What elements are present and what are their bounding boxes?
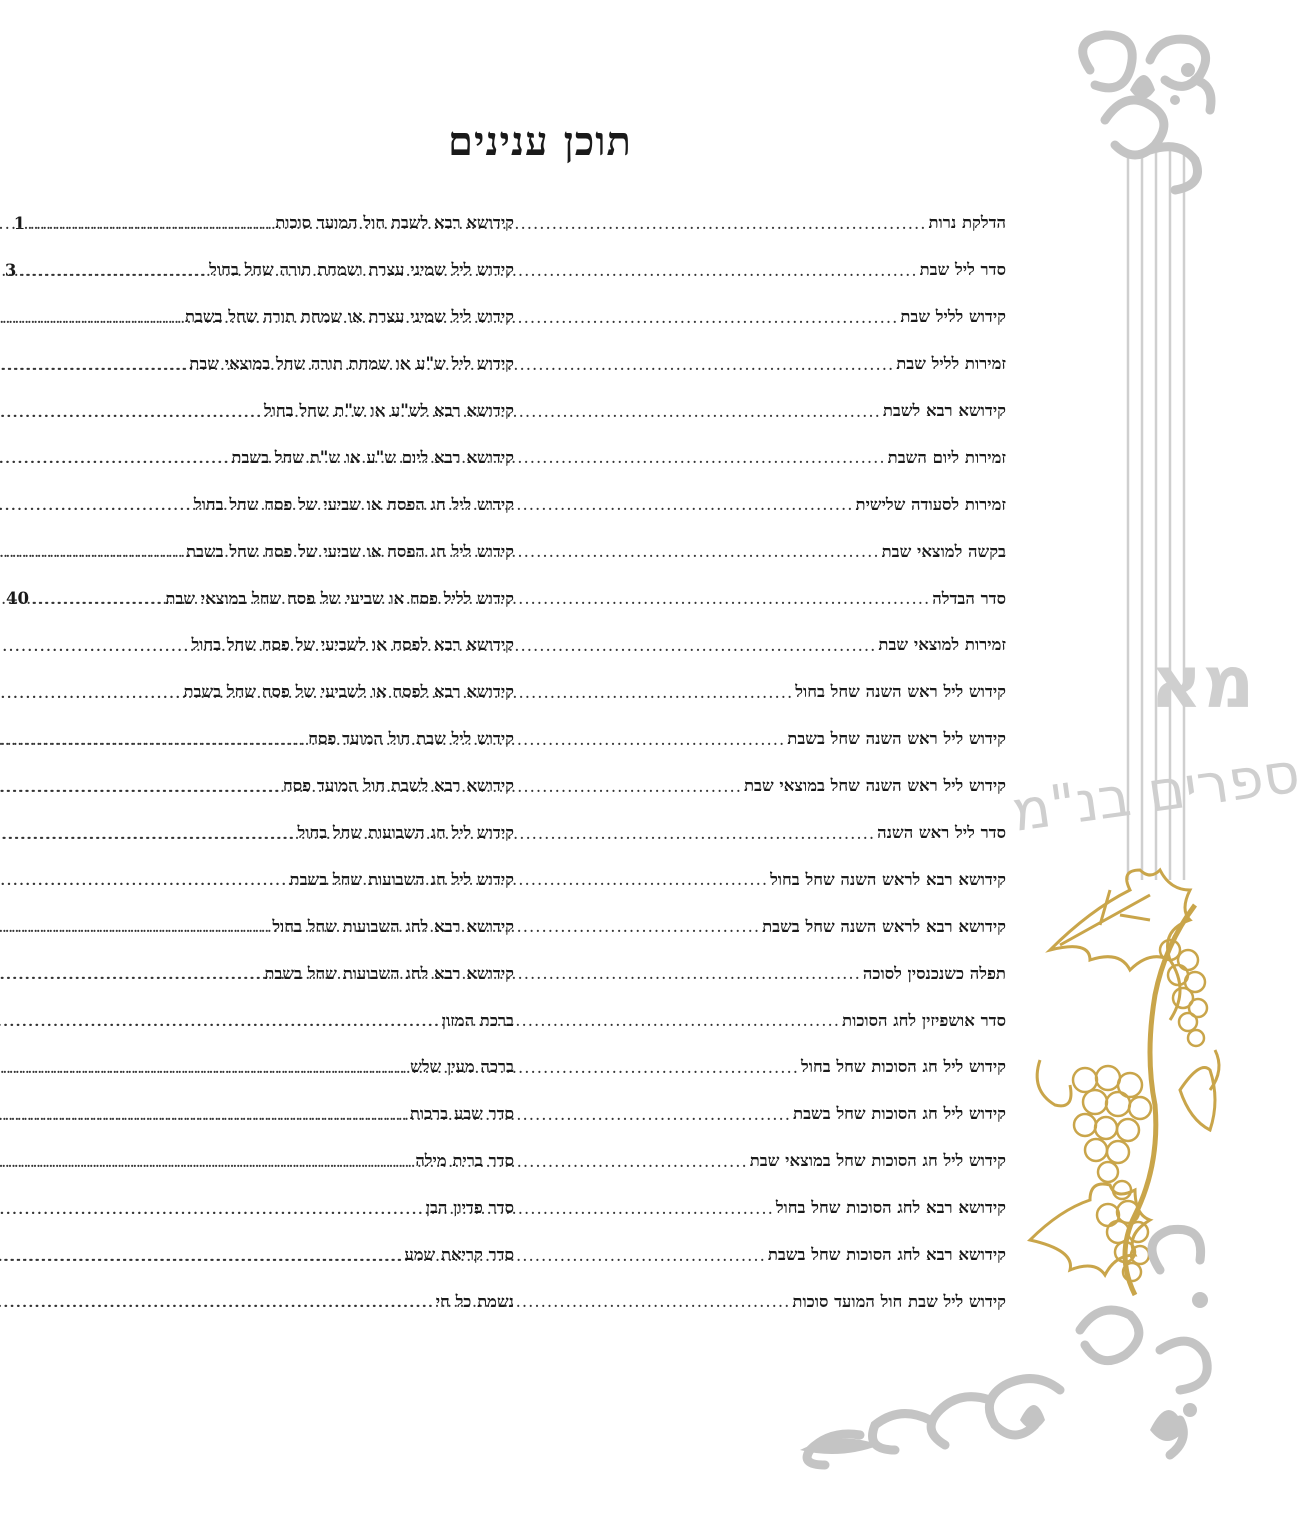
toc-entry-label: קידושא רבא לחג הסוכות שחל בשבת (767, 1245, 1006, 1265)
toc-entry-label: קידוש ליל חג הסוכות שחל בשבת (793, 1104, 1006, 1124)
toc-entry (540, 669, 1006, 716)
toc-entry (48, 1232, 514, 1279)
toc-entry-label: קידושא רבא לחג השבועות שחל בחול (272, 916, 514, 936)
toc-entry (540, 716, 1006, 763)
toc-entry-label: סדר אושפיזין לחג הסוכות (842, 1010, 1006, 1030)
toc-entry (540, 1185, 1006, 1232)
toc-entry (48, 716, 514, 763)
toc-entry-label: זמירות לסעודה שלישית (855, 494, 1006, 514)
toc-entry (540, 622, 1006, 669)
toc-entry (540, 481, 1006, 528)
toc-entry-page: 40 (6, 589, 29, 609)
toc-entry-label: קידוש ליל חג השבועות שחל בשבת (289, 869, 514, 889)
toc-entry-leader (0, 1152, 415, 1171)
toc-entry-leader (0, 730, 308, 749)
toc-entry-leader (0, 824, 298, 843)
toc-entry (48, 810, 514, 857)
toc-entry-leader (0, 1199, 426, 1218)
toc-entry (48, 669, 514, 716)
toc-entry-leader (0, 1058, 410, 1077)
toc-entry (48, 856, 514, 903)
toc-entry-label: קידושא רבא ליום ש"ע או ש"ת שחל בשבת (231, 447, 514, 467)
toc-entry (48, 1091, 514, 1138)
toc-entry-label: קידושא רבא לראש השנה שחל בשבת (762, 916, 1006, 936)
toc-entry (540, 434, 1006, 481)
toc-entry-leader (0, 683, 183, 702)
toc-entry-label: קידוש לליל פסח או שביעי של פסח שחל במוצאי שבת (165, 588, 514, 608)
toc-entry (48, 763, 514, 810)
toc-entry (540, 1232, 1006, 1279)
toc-entry-label: קידושא רבא לפסח או לשביעי של פסח שחל בחול (191, 635, 514, 655)
toc-entry (48, 481, 514, 528)
toc-entry-label: קידוש ליל ראש השנה שחל בשבת (787, 729, 1006, 749)
toc-entry-label: קידושא רבא לשבת חול המועד פסח (283, 776, 514, 796)
toc-entry-leader (0, 495, 194, 514)
toc-entry-page: 1 (13, 213, 26, 233)
toc-entry-label: נשמת כל חי (435, 1291, 514, 1311)
toc-entry (48, 1278, 514, 1325)
toc-entry-label: קידושא רבא לראש השנה שחל בחול (770, 869, 1006, 889)
toc-entry (540, 528, 1006, 575)
toc-entry-label: קידושא רבא לשבת (882, 401, 1006, 420)
page-title: תוכן ענינים (448, 118, 632, 165)
toc-entry-label: קידוש לליל שבת (900, 307, 1006, 327)
toc-entry (540, 1278, 1006, 1325)
toc-entry (540, 903, 1006, 950)
watermark-line2: ספרים בנ"מ (1008, 740, 1304, 845)
toc-entry-page: 3 (4, 260, 17, 280)
toc-entry (48, 950, 514, 997)
toc-entry (540, 341, 1006, 388)
toc-entry-leader (0, 1246, 404, 1265)
toc-entry (48, 528, 514, 575)
toc-entry-label: ברכת המזון (441, 1010, 514, 1030)
toc-entry (540, 856, 1006, 903)
toc-entry-leader (0, 1105, 410, 1124)
toc-entry-label: קידושא רבא לש"ע או ש"ת שחל בחול (263, 401, 514, 420)
toc-entry-label: קידוש ליל חג הסוכות שחל בחול (801, 1057, 1006, 1077)
watermark-line1: מא (1150, 640, 1255, 724)
toc-entry (48, 1185, 514, 1232)
flourish-top-icon (1083, 35, 1211, 190)
toc-entry-leader (0, 402, 264, 421)
toc-entry-label: ברכה מעין שלש (410, 1057, 514, 1077)
toc-entry-label: קידוש ליל ש"ע או שמחת תורה שחל במוצאי שבת (189, 354, 514, 374)
toc-entry-label: קידוש ליל שמיני עצרת ושמחת תורה שחל בחול (209, 260, 514, 280)
toc-entry-leader (0, 917, 272, 936)
toc-entry-label: קידוש ליל חג הפסח או שביעי של פסח שחל בשבת (185, 541, 514, 561)
toc-entry (48, 997, 514, 1044)
toc-entry-label: סדר שבע ברכות (409, 1104, 514, 1124)
toc-entry-leader (0, 777, 283, 796)
toc-entry (48, 903, 514, 950)
toc-entry-label: בקשה למוצאי שבת (881, 541, 1006, 561)
toc-entry (540, 294, 1006, 341)
toc-entry-label: זמירות לליל שבת (896, 354, 1006, 374)
toc-entry-leader (0, 448, 231, 467)
toc-entry-label: קידושא רבא לחג הסוכות שחל בחול (775, 1198, 1006, 1218)
toc-entry-leader (0, 589, 165, 608)
toc-entry-label: זמירות למוצאי שבת (878, 635, 1006, 655)
toc-entry-label: קידוש ליל חג הפסח או שביעי של פסח שחל בחול (193, 494, 514, 514)
toc-entry (540, 1138, 1006, 1185)
toc-entry-leader (0, 261, 209, 280)
toc-entry-leader (0, 214, 275, 233)
toc-entry-label: סדר ליל שבת (919, 260, 1006, 280)
toc-entry-leader (0, 964, 264, 983)
toc-entry (48, 247, 514, 294)
toc-entry-label: קידוש ליל חג השבועות שחל בחול (297, 823, 514, 843)
toc-entry (540, 1091, 1006, 1138)
toc-entry-label: קידוש ליל שבת חול המועד סוכות (792, 1291, 1006, 1311)
toc-entry (48, 1138, 514, 1185)
toc-entry-label: קידושא רבא לחג השבועות שחל בשבת (264, 963, 514, 983)
toc-entry (540, 763, 1006, 810)
toc-entry (48, 1044, 514, 1091)
toc-entry (540, 388, 1006, 435)
toc-entry-label: זמירות ליום השבת (887, 447, 1006, 467)
toc-entry-label: הדלקת נרות (928, 213, 1006, 233)
toc-entry (540, 810, 1006, 857)
toc-entry-label: קידוש ליל שבת חול המועד פסח (308, 729, 514, 749)
toc-entry (540, 997, 1006, 1044)
toc-entry (48, 434, 514, 481)
toc-entry (48, 341, 514, 388)
toc-entry-label: קידוש ליל ראש השנה שחל במוצאי שבת (743, 776, 1006, 796)
toc-entry-leader (0, 542, 186, 561)
toc-entry-leader (0, 636, 191, 655)
toc-entry-leader (0, 1292, 436, 1311)
toc-entry-label: סדר ברית מילה (415, 1151, 514, 1171)
toc-entry-label: קידוש ליל ראש השנה שחל בחול (795, 682, 1006, 702)
toc-entry-label: קידושא רבא לשבת חול המועד סוכות (275, 213, 514, 233)
toc-entry (48, 622, 514, 669)
toc-entry-label: קידוש ליל שמיני עצרת או שמחת תורה שחל בשבת (184, 307, 514, 327)
toc-column-left (48, 200, 514, 1325)
toc-entry (48, 388, 514, 435)
toc-entry-label: קידושא רבא לפסח או לשביעי של פסח שחל בשבת (183, 682, 514, 702)
toc-entry (540, 950, 1006, 997)
toc-entry-label: סדר קריאת שמע (404, 1245, 514, 1265)
toc-entry-label: סדר הבדלה (932, 588, 1006, 608)
toc-entry (48, 575, 514, 622)
toc-entry (48, 200, 514, 247)
toc-entry-label: סדר פדיון הבן (425, 1198, 514, 1218)
toc-entry-label: קידוש ליל חג הסוכות שחל במוצאי שבת (749, 1151, 1006, 1171)
toc-entry-leader (0, 870, 290, 889)
toc-entry (48, 294, 514, 341)
toc-entry-leader (0, 308, 185, 327)
toc-entry (540, 1044, 1006, 1091)
toc-entry-label: סדר ליל ראש השנה (877, 823, 1006, 843)
toc-entry-leader (0, 355, 189, 374)
toc-entry-leader (0, 1011, 442, 1030)
toc-entry-label: תפלה כשנכנסין לסוכה (862, 963, 1006, 983)
